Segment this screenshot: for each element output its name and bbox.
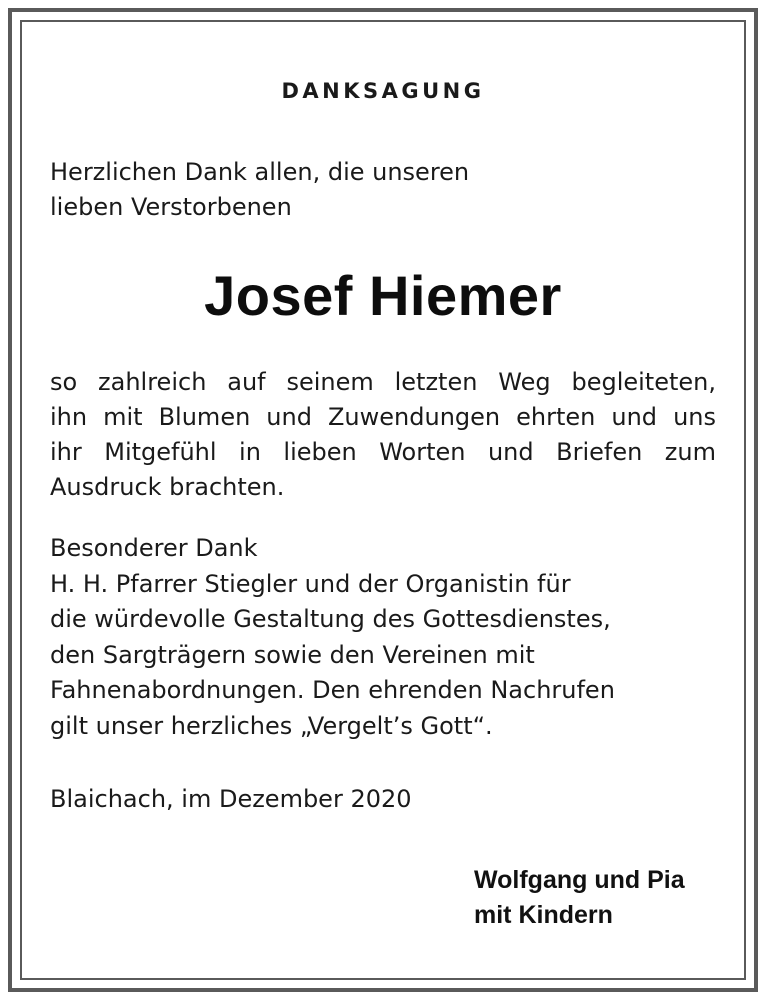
deceased-name: Josef Hiemer	[204, 264, 562, 327]
place-and-date: Blaichach, im Dezember 2020	[50, 785, 412, 813]
thanks-line: H. H. Pfarrer Stiegler und der Organistin für	[50, 569, 571, 598]
intro-text	[50, 155, 469, 225]
body-line: Ausdruck brachten.	[50, 473, 285, 501]
special-thanks-paragraph	[50, 531, 615, 744]
signature-line: Wolfgang und Pia	[474, 866, 685, 894]
notice-heading: DANKSAGUNG	[281, 79, 485, 103]
signature-block	[474, 863, 685, 933]
body-line: so zahlreich auf seinem letzten Weg begleiteten,	[50, 368, 716, 396]
thanks-line: die würdevolle Gestaltung des Gottesdienstes,	[50, 605, 611, 633]
body-line: ihr Mitgefühl in lieben Worten und Briefen zum	[50, 438, 716, 466]
body-paragraph	[50, 365, 716, 505]
thanks-line: Besonderer Dank	[50, 534, 258, 562]
signature-line: mit Kindern	[474, 901, 613, 929]
thanks-line: gilt unser herzliches „Vergelt’s Gott“.	[50, 711, 493, 740]
intro-line: Herzlichen Dank allen, die unseren	[50, 158, 470, 186]
intro-line: lieben Verstorbenen	[50, 193, 292, 221]
body-line: ihn mit Blumen und Zuwendungen ehrten und uns	[50, 403, 716, 431]
thanks-line: den Sargträgern sowie den Vereinen mit	[50, 640, 535, 669]
thanks-line: Fahnenabordnungen. Den ehrenden Nachrufen	[50, 676, 615, 704]
